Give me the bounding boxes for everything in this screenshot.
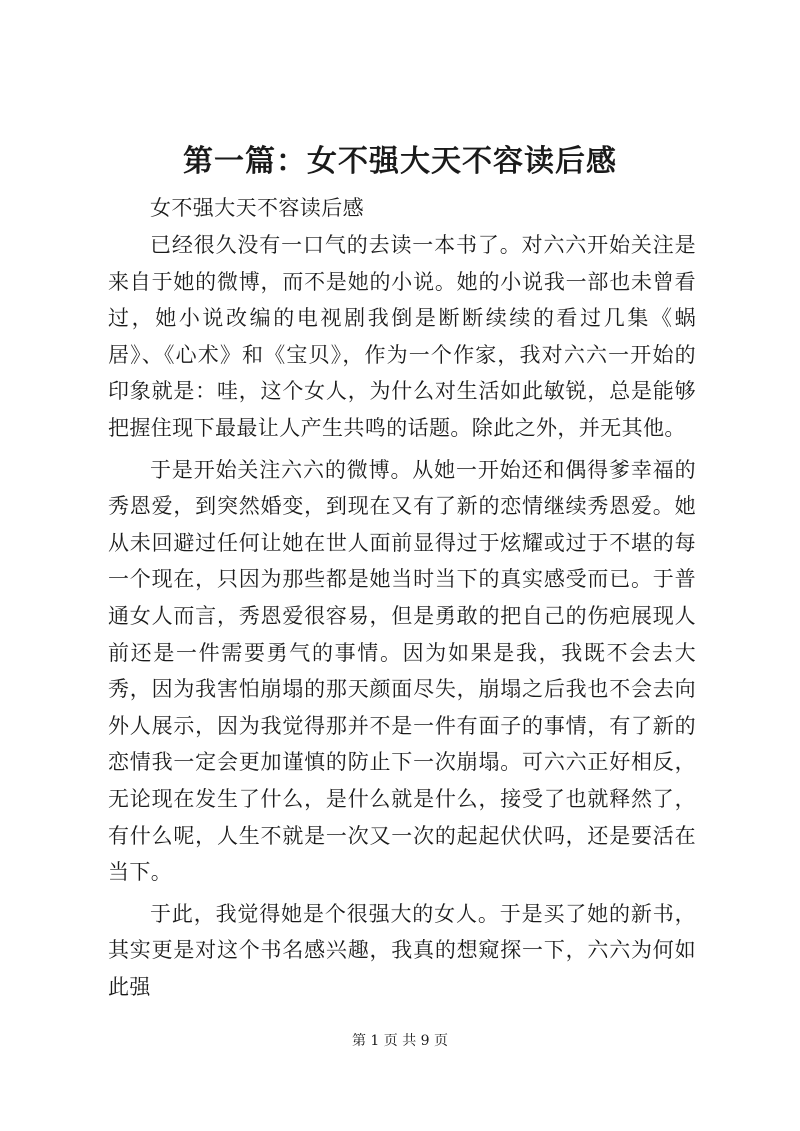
paragraph-2: 于是开始关注六六的微博。从她一开始还和偶得爹幸福的秀恩爱，到突然婚变，到现在又有了新的恋情继续秀恩爱。她从未回避过任何让她在世人面前显得过于炫耀或过于不堪的每一个现在，只因为那些都是她当时当下的真实感受而已。于普通女人而言，秀恩爱很容易，但是勇敢的把自己的伤疤展现人前还是一件需要勇气的事情。因为如果是我，我既不会去大秀，因为我害怕崩塌的那天颜面尽失，崩塌之后我也不会去向外人展示，因为我觉得那并不是一件有面子的事情，有了新的恋情我一定会更加谨慎的防止下一次崩塌。可六六正好相反，无论现在发生了什么，是什么就是什么，接受了也就释然了，有什么呢，人生不就是一次又一次的起起伏伏吗，还是要活在当下。 [108,457,696,885]
page-title: 第一篇：女不强大天不容读后感 [183,144,617,179]
document-body [108,190,696,1005]
subtitle-line: 女不强大天不容读后感 [150,196,364,220]
paragraph-1: 已经很久没有一口气的去读一本书了。对六六开始关注是来自于她的微博，而不是她的小说。她的小说我一部也未曾看过，她小说改编的电视剧我倒是断断续续的看过几集《蜗居》、《心术》和《宝贝》，作为一个作家，我对六六一开始的印象就是：哇，这个女人，为什么对生活如此敏锐，总是能够把握住现下最最让人产生共鸣的话题。除此之外，并无其他。 [108,233,696,440]
page-footer: 第 1 页 共 9 页 [351,1033,449,1049]
paragraph-3: 于此，我觉得她是个很强大的女人。于是买了她的新书，其实更是对这个书名感兴趣，我真的想窥探一下，六六为何如此强 [108,901,696,999]
